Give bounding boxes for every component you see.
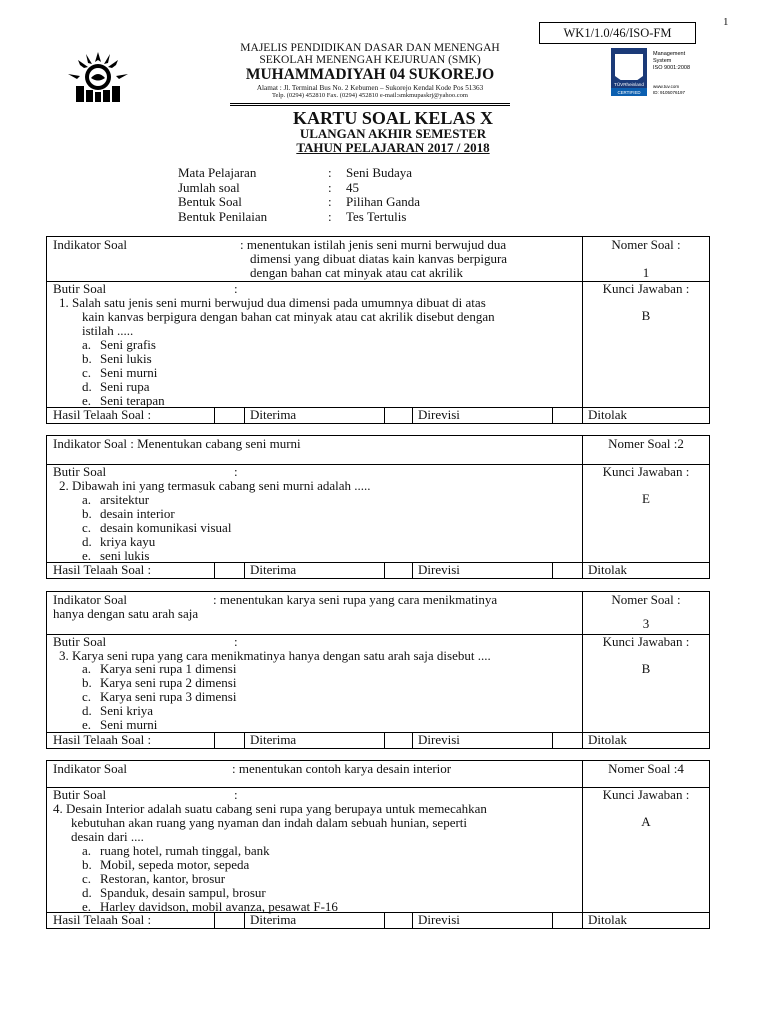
answer-options: [82, 493, 231, 563]
info-sep: :: [328, 194, 332, 209]
info-label: Jumlah soal: [178, 179, 240, 195]
question-text: 1. Salah satu jenis seni murni berwujud dua dimensi pada umumnya dibuat di atas: [59, 295, 486, 310]
kunci-jawaban-value: B: [641, 308, 651, 323]
muhammadiyah-logo: [66, 50, 130, 104]
info-label: Bentuk Soal: [178, 194, 242, 209]
kunci-jawaban-label: Kunci Jawaban :: [602, 787, 690, 802]
answer-option: b. Seni lukis: [82, 351, 152, 366]
review-row: [47, 912, 709, 928]
tuv-id: ID: 9105076197: [653, 90, 686, 95]
kunci-jawaban-label: Kunci Jawaban :: [602, 281, 690, 296]
butir-soal-label: Butir Soal: [53, 634, 107, 649]
answer-option: d. Seni kriya: [82, 703, 154, 718]
info-row: [178, 195, 478, 210]
info-row: [178, 166, 478, 181]
indikator-label: Indikator Soal: [53, 761, 128, 776]
indikator-label: Indikator Soal: [53, 237, 128, 252]
question-text: desain dari ....: [71, 829, 144, 844]
answer-option: c. Seni murni: [82, 365, 158, 380]
butir-soal-label: Butir Soal: [53, 281, 107, 296]
tuv-certified-text: CERTIFIED: [617, 90, 641, 95]
question-text: istilah .....: [82, 323, 134, 338]
question-card-4: [46, 760, 710, 929]
diterima-label: Diterima: [250, 732, 297, 747]
document-code: WK1/1.0/46/ISO-FM: [539, 22, 696, 44]
info-sep: :: [328, 208, 332, 224]
nomer-soal-value: 1: [642, 265, 650, 280]
academic-year: TAHUN PELAJARAN 2017 / 2018: [296, 140, 490, 155]
ditolak-label: Ditolak: [588, 562, 627, 577]
info-row: [178, 210, 478, 225]
answer-option: b. desain interior: [82, 506, 175, 521]
kunci-jawaban-value: E: [642, 491, 650, 506]
nomer-soal-label: Nomer Soal :2: [608, 436, 684, 451]
butir-soal-colon: :: [234, 634, 238, 649]
direvisi-label: Direvisi: [418, 732, 460, 747]
card-divider: [47, 281, 582, 282]
ditolak-label: Ditolak: [588, 912, 627, 927]
header-line1: MAJELIS PENDIDIKAN DASAR DAN MENENGAH: [240, 42, 500, 54]
nomer-soal-value: 3: [642, 616, 650, 631]
answer-option: e. seni lukis: [82, 548, 150, 563]
review-row: [47, 732, 709, 748]
butir-soal-label: Butir Soal: [53, 787, 107, 802]
answer-option: c. desain komunikasi visual: [82, 520, 232, 535]
answer-option: d. Spanduk, desain sampul, brosur: [82, 885, 266, 900]
info-value: Seni Budaya: [346, 165, 413, 180]
info-label: Bentuk Penilaian: [178, 208, 268, 224]
review-row: [47, 407, 709, 423]
indikator-text: : menentukan contoh karya desain interior: [232, 761, 452, 776]
ditolak-label: Ditolak: [588, 407, 627, 422]
answer-options: [82, 338, 165, 408]
direvisi-label: Direvisi: [418, 912, 460, 927]
answer-option: c. Restoran, kantor, brosur: [82, 871, 226, 886]
school-address: Alamat : Jl. Terminal Bus No. 2 Kebumen – Sukorejo Kendal Kode Pos 51363: [256, 84, 484, 92]
header-rule: [230, 103, 510, 104]
page-number: 1: [723, 16, 729, 28]
tuv-brand-text: TÜVRheinland: [614, 82, 644, 87]
answer-option: d. kriya kayu: [82, 534, 156, 549]
direvisi-label: Direvisi: [418, 407, 460, 422]
kunci-jawaban-value: B: [641, 661, 651, 676]
school-name: MUHAMMADIYAH 04 SUKOREJO: [245, 66, 495, 83]
info-value: 45: [346, 179, 359, 195]
direvisi-label: Direvisi: [418, 562, 460, 577]
question-text: 3. Karya seni rupa yang cara menikmatinya hanya dengan satu arah saja disebut ....: [59, 648, 491, 663]
nomer-soal-label: Nomer Soal :: [611, 237, 681, 252]
diterima-label: Diterima: [250, 562, 297, 577]
exam-subtitle: ULANGAN AKHIR SEMESTER: [299, 126, 487, 141]
indikator-text: dimensi yang dibuat diatas kain kanvas berpigura: [250, 251, 508, 266]
indikator-text: : menentukan istilah jenis seni murni berwujud dua: [240, 237, 507, 252]
indikator-label: Indikator Soal: [53, 592, 128, 607]
header-line2: SEKOLAH MENENGAH KEJURUAN (SMK): [259, 54, 481, 66]
tuv-line3: ISO 9001:2008: [653, 65, 691, 71]
indikator-text: hanya dengan satu arah saja: [53, 606, 199, 621]
info-label: Mata Pelajaran: [178, 165, 257, 180]
review-row: [47, 562, 709, 578]
answer-option: b. Mobil, sepeda motor, sepeda: [82, 857, 250, 872]
answer-option: c. Karya seni rupa 3 dimensi: [82, 689, 237, 704]
nomer-soal-label: Nomer Soal :4: [608, 761, 684, 776]
header-rule-2: [230, 105, 510, 106]
subject-info: [178, 166, 478, 224]
question-card-2: [46, 435, 710, 579]
kunci-jawaban-value: A: [641, 814, 651, 829]
kunci-jawaban-label: Kunci Jawaban :: [602, 634, 690, 649]
info-sep: :: [328, 165, 332, 180]
indikator-text: dengan bahan cat minyak atau cat akrilik: [250, 265, 463, 280]
hasil-telaah-label: Hasil Telaah Soal :: [53, 912, 152, 927]
ditolak-label: Ditolak: [588, 732, 627, 747]
question-text: 2. Dibawah ini yang termasuk cabang seni murni adalah .....: [59, 478, 371, 493]
answer-option: e. Seni murni: [82, 717, 158, 732]
indikator-text: : menentukan karya seni rupa yang cara menikmatinya: [213, 592, 498, 607]
info-value: Tes Tertulis: [346, 208, 407, 224]
diterima-label: Diterima: [250, 912, 297, 927]
answer-option: e. Harley davidson, mobil avanza, pesawat F-16: [82, 899, 338, 914]
info-value: Pilihan Ganda: [346, 194, 421, 209]
hasil-telaah-label: Hasil Telaah Soal :: [53, 407, 152, 422]
diterima-label: Diterima: [250, 407, 297, 422]
butir-soal-label: Butir Soal: [53, 464, 107, 479]
nomer-soal-label: Nomer Soal :: [611, 592, 681, 607]
answer-option: e. Seni terapan: [82, 393, 165, 408]
info-row: [178, 181, 478, 196]
answer-option: a. ruang hotel, rumah tinggal, bank: [82, 843, 270, 858]
kunci-jawaban-label: Kunci Jawaban :: [602, 464, 690, 479]
tuv-certification-badge: [611, 48, 717, 96]
question-card-3: [46, 591, 710, 749]
answer-option: a. Karya seni rupa 1 dimensi: [82, 661, 237, 676]
question-text: 4. Desain Interior adalah suatu cabang seni rupa yang berupaya untuk memecahkan: [53, 801, 487, 816]
answer-option: d. Seni rupa: [82, 379, 150, 394]
answer-options: [82, 662, 236, 732]
answer-option: a. Seni grafis: [82, 337, 156, 352]
answer-option: a. arsitektur: [82, 492, 150, 507]
butir-soal-colon: :: [234, 464, 238, 479]
info-sep: :: [328, 179, 332, 195]
butir-soal-colon: :: [234, 787, 238, 802]
page-title: KARTU SOAL KELAS X: [293, 108, 493, 128]
answer-option: b. Karya seni rupa 2 dimensi: [82, 675, 237, 690]
question-card-1: [46, 236, 710, 424]
hasil-telaah-label: Hasil Telaah Soal :: [53, 732, 152, 747]
question-text: kebutuhan akan ruang yang nyaman dan indah dalam sebuah hunian, seperti: [71, 815, 468, 830]
answer-options: [82, 844, 338, 914]
tuv-line1: Management: [653, 51, 686, 57]
hasil-telaah-label: Hasil Telaah Soal :: [53, 562, 152, 577]
indikator-label: Indikator Soal : Menentukan cabang seni murni: [53, 436, 301, 451]
tuv-line2: System: [653, 58, 672, 64]
school-contact: Telp. (0294) 452810 Fax. (0294) 452810 e-mail:smkmupaskrj@yahoo.com: [272, 92, 468, 99]
butir-soal-colon: :: [234, 281, 238, 296]
question-text: kain kanvas berpigura dengan bahan cat minyak atau cat akrilik disebut dengan: [82, 309, 495, 324]
tuv-site: www.tuv.com: [653, 84, 680, 89]
